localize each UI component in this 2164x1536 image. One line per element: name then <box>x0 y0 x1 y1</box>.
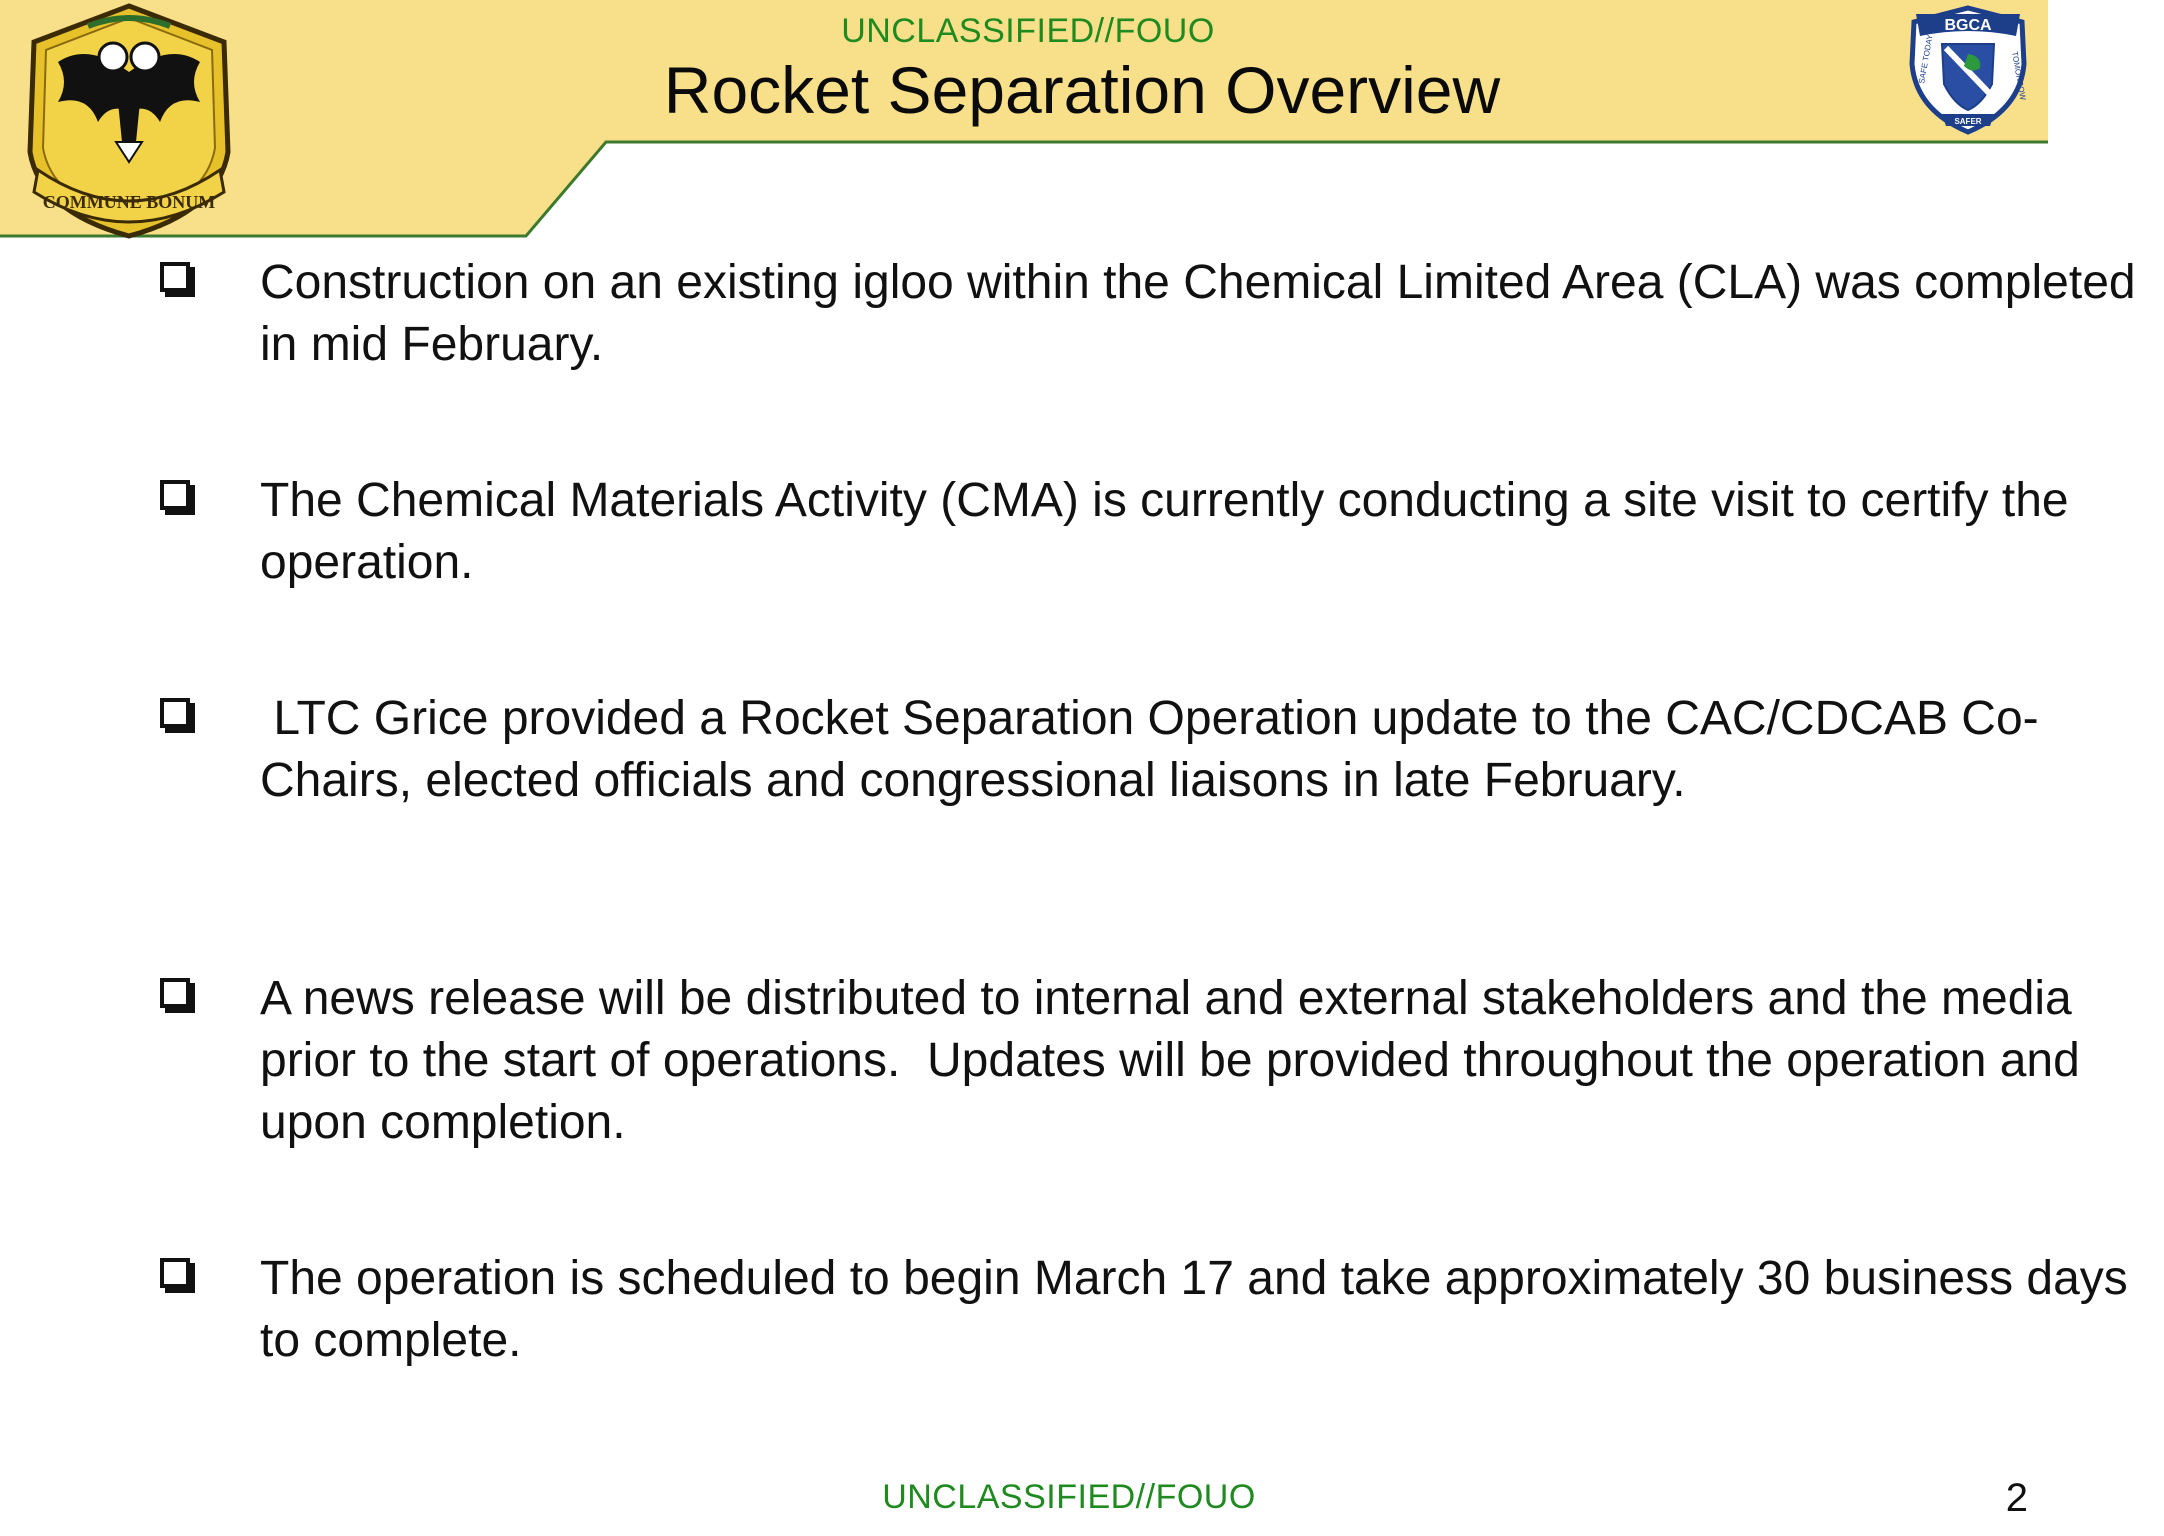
checkbox-bullet-icon <box>160 698 190 728</box>
bullet-text: A news release will be distributed to internal and external stakeholders and the media prior to the start of operations. Updates will be provided throughout the operation and upon completion. <box>260 972 2094 1149</box>
slide-title: Rocket Separation Overview <box>663 53 1501 127</box>
crest-motto-text: COMMUNE BONUM <box>42 192 216 212</box>
bullet-text: LTC Grice provided a Rocket Separation Operation update to the CAC/CDCAB Co-Chairs, elected officials and congressional liaisons in late February. <box>260 692 2039 807</box>
bullet-text: The operation is scheduled to begin March 17 and take approximately 30 business days to complete. <box>260 1252 2128 1367</box>
badge-left-text: SAFE TODAY <box>1917 33 1935 85</box>
checkbox-bullet-icon <box>160 978 190 1008</box>
bullet-text: Construction on an existing igloo within the Chemical Limited Area (CLA) was completed in mid February. <box>260 256 2136 371</box>
badge-top-text: BGCA <box>1944 17 1992 34</box>
checkbox-bullet-icon <box>160 480 190 510</box>
classification-marking-bottom: UNCLASSIFIED//FOUO <box>882 1478 1256 1516</box>
checkbox-bullet-icon <box>160 1258 190 1288</box>
classification-marking-top: UNCLASSIFIED//FOUO <box>841 12 1215 50</box>
checkbox-bullet-icon <box>160 262 190 292</box>
page-number: 2 <box>2005 1476 2028 1520</box>
badge-right-text: TOMORROW <box>2010 50 2028 101</box>
badge-bottom-text: SAFER <box>1954 117 1982 126</box>
bullet-text: The Chemical Materials Activity (CMA) is currently conducting a site visit to certify the operation. <box>260 474 2069 589</box>
